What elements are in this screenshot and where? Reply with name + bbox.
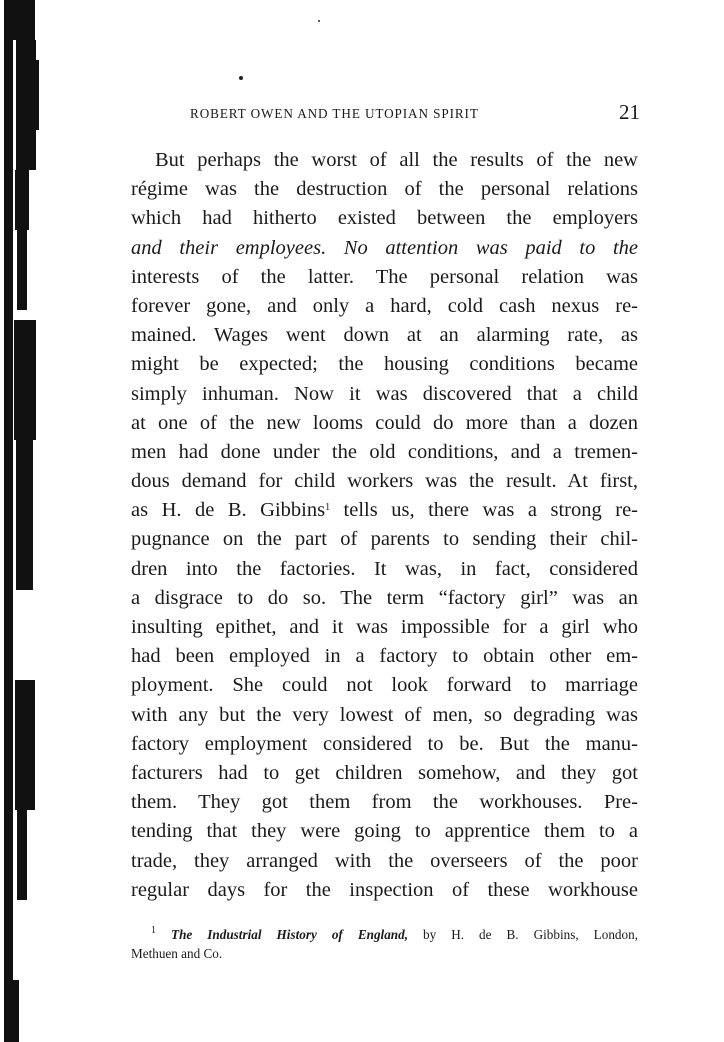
text-line: them. They got them from the workhouses. Pre-: [131, 791, 638, 814]
running-head: ROBERT OWEN AND THE UTOPIAN SPIRIT: [190, 106, 479, 121]
text-line: regular days for the inspection of these workhouse: [131, 878, 638, 901]
ink-speck: [239, 76, 243, 80]
text-line: and their employees. No attention was paid to the: [131, 236, 638, 259]
text-line: simply inhuman. Now it was discovered that a child: [131, 382, 638, 405]
text-line: tending that they were going to apprentice them to a: [131, 820, 638, 843]
text-line: trade, they arranged with the overseers of the poor: [131, 849, 638, 872]
footnote-title: The Industrial History of England,: [171, 927, 409, 942]
text-line: régime was the destruction of the personal relations: [131, 178, 638, 201]
binding-gutter-shadow: [0, 0, 48, 1042]
text-line: facturers had to get children somehow, and they got: [131, 761, 638, 784]
body-text: [131, 146, 638, 905]
footnote: [131, 925, 638, 963]
text-fragment: as H. de B. Gibbins: [131, 499, 326, 522]
footnote-line: Methuen and Co.: [131, 946, 223, 961]
ink-speck: [318, 20, 320, 22]
footnote-citation: by H. de B. Gibbins, London,: [408, 927, 638, 942]
page-number: 21: [619, 100, 640, 124]
text-line: But perhaps the worst of all the results of the new: [155, 149, 638, 171]
text-line: pugnance on the part of parents to sending their chil-: [131, 528, 638, 551]
footnote-marker: 1: [151, 925, 156, 936]
text-line: had been employed in a factory to obtain other em-: [131, 645, 638, 668]
text-fragment: tells us, there was a strong re-: [330, 499, 638, 522]
text-line: might be expected; the housing conditions became: [131, 353, 638, 376]
text-line: interests of the latter. The personal relation was: [131, 265, 638, 288]
text-line: dous demand for child workers was the result. At first,: [131, 470, 638, 493]
footnote-ref: 1: [325, 502, 331, 514]
text-line: forever gone, and only a hard, cold cash nexus re-: [131, 294, 638, 317]
text-line: a disgrace to do so. The term “factory girl” was an: [131, 586, 638, 609]
text-line: dren into the factories. It was, in fact, considered: [131, 557, 638, 580]
text-line: which had hitherto existed between the employers: [131, 207, 638, 230]
text-line: mained. Wages went down at an alarming rate, as: [131, 324, 638, 347]
text-line: factory employment considered to be. But the manu-: [131, 732, 638, 755]
page-header: [190, 100, 640, 130]
text-line: ployment. She could not look forward to marriage: [131, 674, 638, 697]
text-line: at one of the new looms could do more than a dozen: [131, 411, 638, 434]
text-line: with any but the very lowest of men, so degrading was: [131, 703, 638, 726]
footnote-line: [131, 925, 638, 944]
text-line: [131, 496, 638, 525]
text-line: men had done under the old conditions, and a tremen-: [131, 440, 638, 463]
text-line: insulting epithet, and it was impossible for a girl who: [131, 616, 638, 638]
